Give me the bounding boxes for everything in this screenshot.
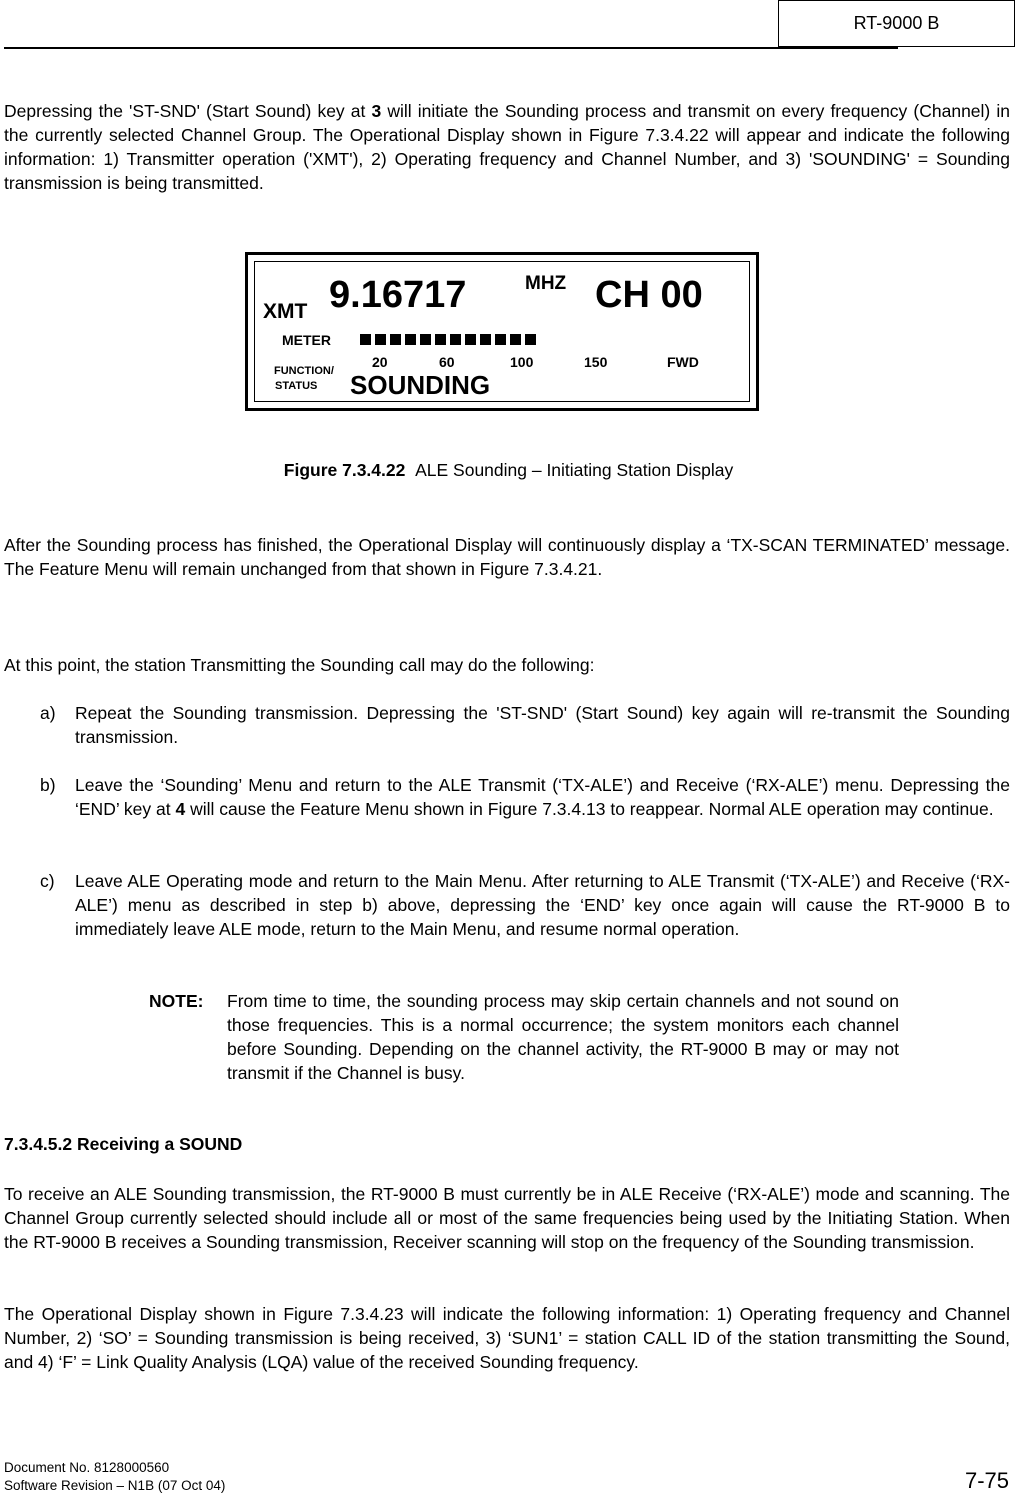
meter-block: [480, 334, 491, 345]
meter-block: [450, 334, 461, 345]
meter-block: [375, 334, 386, 345]
header-rule: [4, 47, 898, 49]
receive-paragraph-1: To receive an ALE Sounding transmission, the RT-9000 B must currently be in ALE Receive (‘RX-ALE’) mode and scanning. The Channel Group currently selected should include all or most of the same frequencies being used by the Initiating Station. When the RT-9000 B receives a Sounding transmission, Receiver scanning will stop on the frequency of the Sounding transmission.: [4, 1184, 1010, 1252]
option-b-label: b): [40, 775, 56, 795]
meter-block: [525, 334, 536, 345]
operational-display: [245, 252, 759, 411]
page-number: 7-75: [964, 1468, 1009, 1493]
display-status: SOUNDING: [350, 370, 491, 400]
options-intro-paragraph: At this point, the station Transmitting the Sounding call may do the following:: [4, 655, 595, 675]
meter-tick-100: 100: [510, 354, 534, 370]
option-b-text-1: Leave the ‘Sounding’ Menu and return to the ALE Transmit (‘TX-ALE’) and Receive (‘RX-ALE’) menu. Depressing the ‘END’ key at: [75, 775, 1010, 819]
meter-block: [510, 334, 521, 345]
option-b-text-2: will cause the Feature Menu shown in Figure 7.3.4.13 to reappear. Normal ALE operation may continue.: [185, 799, 994, 819]
option-b: [40, 773, 1010, 821]
figure-number: Figure 7.3.4.22: [283, 460, 406, 480]
option-c-text: Leave ALE Operating mode and return to the Main Menu. After returning to ALE Transmit (‘TX-ALE’) and Receive (‘RX-ALE’) menu as described in step b) above, depressing the ‘END’ key once again will cause the RT-9000 B to immediately leave ALE mode, return to the Main Menu, and resume normal operation.: [75, 871, 1010, 939]
meter-bar: [360, 334, 536, 345]
meter-block: [390, 334, 401, 345]
option-b-key: 4: [175, 799, 186, 819]
receive-paragraph-2: The Operational Display shown in Figure 7.3.4.23 will indicate the following information: 1) Operating frequency and Channel Number, 2) ‘SO’ = Sounding transmission is being received, 3) ‘SUN1’ = station CALL ID of the station transmitting the Sound, and 4) ‘F’ = Link Quality Analysis (LQA) value of the received Sounding frequency.: [4, 1304, 1010, 1372]
header-model: RT-9000 B: [853, 13, 940, 33]
meter-block: [465, 334, 476, 345]
intro-text-1: Depressing the 'ST-SND' (Start Sound) key at: [4, 101, 372, 121]
intro-key: 3: [371, 101, 382, 121]
option-c-label: c): [40, 871, 55, 891]
meter-label: METER: [282, 332, 331, 348]
meter-tick-150: 150: [584, 354, 608, 370]
display-screen: [254, 261, 750, 402]
footer-document-number: Document No. 8128000560: [4, 1460, 170, 1475]
header-model-box: [778, 0, 1015, 47]
display-mode: XMT: [263, 300, 308, 323]
option-c: [40, 869, 1010, 941]
display-channel: CH 00: [595, 274, 703, 316]
meter-tick-60: 60: [439, 354, 455, 370]
display-frequency: 9.16717: [329, 274, 467, 316]
meter-block: [420, 334, 431, 345]
option-a-label: a): [40, 703, 56, 723]
meter-tick-fwd: FWD: [667, 354, 699, 370]
after-sounding-paragraph: After the Sounding process has finished, the Operational Display will continuously display a ‘TX-SCAN TERMINATED’ message. The Feature Menu will remain unchanged from that shown in Figure 7.3.4.21.: [4, 535, 1010, 579]
meter-block: [495, 334, 506, 345]
intro-text-2: will initiate the Sounding process and transmit on every frequency (Channel) in the currently selected Channel Group. The Operational Display shown in Figure 7.3.4.22 will appear and indicate the following information: 1) Transmitter operation ('XMT'), 2) Operating frequency and Channel Number, and 3) 'SOUNDING' = Sounding transmission is being transmitted.: [4, 101, 1010, 193]
meter-block: [435, 334, 446, 345]
meter-tick-20: 20: [372, 354, 388, 370]
figure-title: ALE Sounding – Initiating Station Display: [415, 460, 734, 480]
note-text: From time to time, the sounding process may skip certain channels and not sound on those frequencies. This is a normal occurrence; the system monitors each channel before Sounding. Depending on the channel activity, the RT-9000 B may or may not transmit if the Channel is busy.: [227, 991, 899, 1083]
footer-software-revision: Software Revision – N1B (07 Oct 04): [4, 1478, 226, 1493]
note-label: NOTE:: [149, 991, 204, 1011]
meter-block: [360, 334, 371, 345]
display-unit: MHZ: [525, 273, 567, 294]
meter-block: [405, 334, 416, 345]
section-heading: 7.3.4.5.2 Receiving a SOUND: [4, 1134, 243, 1154]
option-a: [40, 701, 1010, 749]
option-a-text: Repeat the Sounding transmission. Depressing the 'ST-SND' (Start Sound) key again will re-transmit the Sounding transmission.: [75, 703, 1010, 747]
footer-doc-info: [4, 1459, 225, 1495]
function-label: FUNCTION/: [274, 365, 334, 377]
note-block: [149, 989, 899, 1085]
figure-caption: [0, 460, 1017, 481]
option-b-text: [75, 773, 1010, 821]
intro-paragraph: [4, 99, 1010, 195]
status-label: STATUS: [275, 380, 318, 392]
